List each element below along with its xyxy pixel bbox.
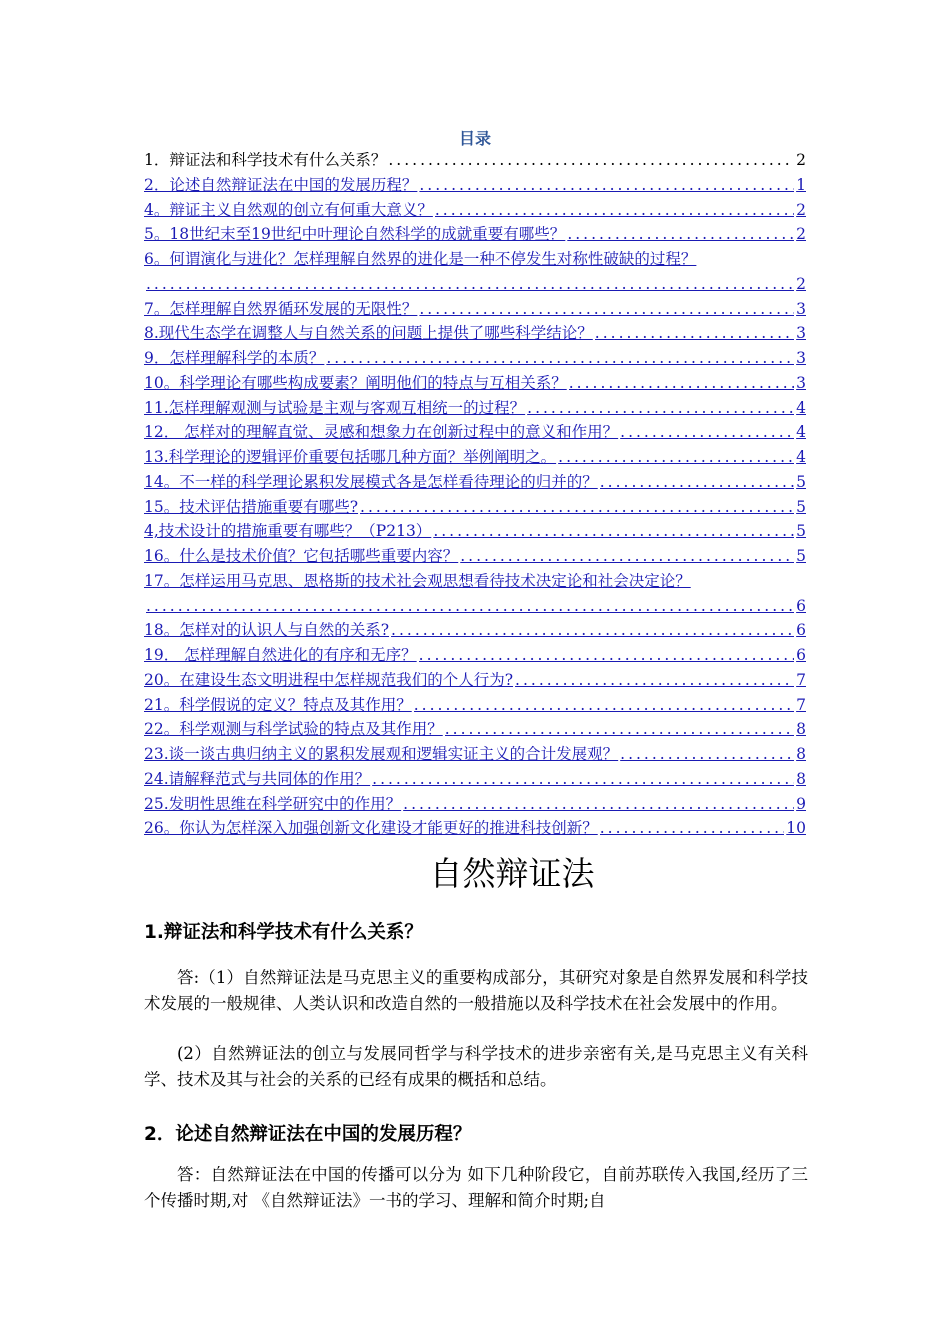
- toc-entry[interactable]: [144, 668, 806, 693]
- toc-page-number: 3: [796, 299, 806, 318]
- toc-page-number: 2: [796, 225, 806, 244]
- toc-page-number: 3: [796, 373, 806, 392]
- toc-leader-dots: [620, 420, 794, 445]
- toc-leader-dots: [414, 693, 794, 718]
- toc-entry-text: 15。技术评估措施重要有哪些?: [144, 497, 359, 516]
- toc-title: 目录: [458, 129, 491, 148]
- section-1-paragraph-1: 答:（1）自然辩证法是马克思主义的重要构成部分，其研究对象是自然界发展和科学技术发展的一般规律、人类认识和改造自然的一般措施以及科学技术在社会发展中的作用。: [144, 968, 808, 1013]
- toc-entry-text: 22。科学观测与科学试验的特点及其作用？: [144, 720, 443, 739]
- toc-entry-text: 6。何谓演化与进化？怎样理解自然界的进化是一种不停发生对称性破缺的过程？: [144, 250, 697, 268]
- toc-page-number: 8: [796, 745, 806, 763]
- toc-leader-dots: [569, 371, 794, 396]
- toc-leader-dots: [445, 717, 794, 742]
- toc-entry[interactable]: [144, 569, 834, 594]
- toc-entry: [144, 148, 806, 173]
- toc-page-number: 6: [796, 621, 806, 640]
- toc-entry-text: 7。怎样理解自然界循环发展的无限性？: [144, 299, 418, 318]
- toc-entry[interactable]: [144, 420, 806, 445]
- toc-entry[interactable]: [144, 321, 806, 346]
- toc-entry-text: 14。不一样的科学理论累积发展模式各是怎样看待理论的归并的？: [144, 472, 598, 491]
- toc-page-number: 2: [796, 274, 806, 293]
- toc-entry[interactable]: [144, 717, 806, 742]
- toc-page-number: 10: [786, 819, 806, 838]
- section-heading-2: 2．论述自然辩证法在中国的发展历程？: [144, 1124, 472, 1145]
- toc-entry-text: 10。科学理论有哪些构成要素？阐明他们的特点与互相关系？: [144, 373, 567, 392]
- toc-leader-dots: [435, 198, 794, 223]
- toc-entry[interactable]: [144, 297, 806, 322]
- toc-entry-text: 23.谈一谈古典归纳主义的累积发展观和逻辑实证主义的合计发展观？: [144, 745, 619, 763]
- toc-page-number: 5: [796, 472, 806, 491]
- toc-leader-dots: [419, 643, 794, 668]
- toc-leader-dots: [460, 544, 794, 569]
- toc-entry[interactable]: [144, 742, 806, 767]
- toc-page-number: 7: [796, 695, 806, 714]
- toc-leader-dots: [360, 495, 794, 520]
- toc-entry-text: 21。科学假说的定义？特点及其作用？: [144, 695, 412, 714]
- toc-entry-text: 17。怎样运用马克思、恩格斯的技术社会观思想看待技术决定论和社会决定论？: [144, 571, 691, 590]
- toc-entry[interactable]: [144, 470, 806, 495]
- toc-entry-text: 4。辩证主义自然观的创立有何重大意义？: [144, 200, 433, 219]
- toc-entry-text: 13.科学理论的逻辑评价重要包括哪几种方面？举例阐明之。: [144, 448, 557, 466]
- toc-page-number: 5: [796, 497, 806, 516]
- toc-entry-text: 11.怎样理解观测与试验是主观与客观互相统一的过程？: [144, 398, 526, 417]
- toc-leader-dots: [433, 519, 794, 544]
- toc-entry-text: 24.请解释范式与共同体的作用？: [144, 769, 371, 788]
- toc-page-number: 4: [796, 423, 806, 442]
- toc-page-number: 2: [796, 200, 806, 219]
- toc-page-number: 3: [796, 324, 806, 343]
- toc-entry[interactable]: [144, 346, 806, 371]
- toc-leader-dots: [620, 742, 794, 767]
- toc-leader-dots: [600, 816, 785, 841]
- toc-leader-dots: [595, 321, 794, 346]
- section-2-paragraph-1: 答：自然辩证法在中国的传播可以分为 如下几种阶段它，自前苏联传入我国,经历了三个传播时期,对 《自然辩证法》一书的学习、理解和简介时期;自: [144, 1165, 808, 1210]
- toc-entry-text: 2．论述自然辩证法在中国的发展历程？: [144, 175, 418, 194]
- toc-entry-text: 8.现代生态学在调整人与自然关系的问题上提供了哪些科学结论？: [144, 324, 593, 343]
- toc-page-number: 8: [796, 769, 806, 788]
- toc-entry[interactable]: [144, 272, 806, 297]
- toc-entry-text: 12． 怎样对的理解直觉、灵感和想象力在创新过程中的意义和作用？: [144, 423, 619, 442]
- toc-leader-dots: [326, 346, 794, 371]
- toc-entry[interactable]: [144, 618, 806, 643]
- toc-entry-text: 19． 怎样理解自然进化的有序和无序？: [144, 646, 417, 664]
- toc-entry[interactable]: [144, 198, 806, 223]
- toc-page-number: 7: [796, 670, 806, 689]
- document-title: 自然辩证法: [429, 854, 595, 893]
- toc-entry-text: 5。18世纪末至19世纪中叶理论自然科学的成就重要有哪些？: [144, 225, 566, 244]
- toc-page-number: 6: [796, 596, 806, 615]
- toc-page-number: 4: [796, 398, 806, 417]
- toc-entry[interactable]: [144, 767, 806, 792]
- toc-entry[interactable]: [144, 792, 806, 817]
- toc-leader-dots: [403, 792, 794, 817]
- section-heading-1: 1.辩证法和科学技术有什么关系？: [144, 922, 423, 943]
- toc-leader-dots: [527, 396, 794, 421]
- toc-leader-dots: [388, 148, 794, 173]
- toc-entry[interactable]: [144, 396, 806, 421]
- toc-entry[interactable]: [144, 371, 806, 396]
- toc-page-number: 8: [796, 720, 806, 739]
- toc-entry[interactable]: [144, 544, 806, 569]
- toc-leader-dots: [146, 272, 794, 297]
- toc-leader-dots: [419, 297, 794, 322]
- toc-page-number: 9: [796, 794, 806, 813]
- toc-entry-text: 26。你认为怎样深入加强创新文化建设才能更好的推进科技创新？: [144, 819, 598, 838]
- toc-page-number: 5: [796, 547, 806, 565]
- toc-entry-text: 9．怎样理解科学的本质？: [144, 349, 325, 367]
- toc-entry[interactable]: [144, 495, 806, 520]
- toc-entry-text: 18。怎样对的认识人与自然的关系?: [144, 621, 390, 640]
- section-1-paragraph-2: (2）自然辨证法的创立与发展同哲学与科学技术的进步亲密有关,是马克思主义有关科学、技术及其与社会的关系的已经有成果的概括和总结。: [144, 1044, 808, 1089]
- toc-entry[interactable]: [144, 247, 834, 272]
- toc-entry-text: 25.发明性思维在科学研究中的作用？: [144, 794, 402, 813]
- toc-entry[interactable]: [144, 693, 806, 718]
- toc-leader-dots: [146, 594, 794, 619]
- toc-entry[interactable]: [144, 519, 806, 544]
- toc-entry-text: 16。什么是技术价值？它包括哪些重要内容？: [144, 547, 459, 565]
- toc-leader-dots: [558, 445, 794, 470]
- toc-page-number: 6: [796, 646, 806, 664]
- toc-entry[interactable]: [144, 222, 806, 247]
- toc-leader-dots: [515, 668, 794, 693]
- toc-entry[interactable]: [144, 594, 806, 619]
- toc-leader-dots: [567, 222, 794, 247]
- toc-page-number: 2: [796, 151, 806, 169]
- toc-page-number: 4: [796, 448, 806, 466]
- toc-entry-text: 20。在建设生态文明进程中怎样规范我们的个人行为?: [144, 670, 514, 689]
- toc-page-number: 1: [796, 175, 806, 194]
- toc-entry[interactable]: [144, 643, 806, 668]
- toc-leader-dots: [391, 618, 794, 643]
- toc-leader-dots: [600, 470, 794, 495]
- toc-entry-text: 4,技术设计的措施重要有哪些？（P213）: [144, 522, 432, 541]
- toc-entry[interactable]: [144, 445, 806, 470]
- toc-entry[interactable]: [144, 816, 806, 841]
- toc-leader-dots: [372, 767, 794, 792]
- toc-leader-dots: [419, 173, 794, 198]
- table-of-contents: [144, 148, 806, 841]
- toc-entry[interactable]: [144, 173, 806, 198]
- toc-page-number: 3: [796, 349, 806, 367]
- toc-page-number: 5: [796, 522, 806, 541]
- toc-entry-text: 1．辩证法和科学技术有什么关系？: [144, 151, 387, 169]
